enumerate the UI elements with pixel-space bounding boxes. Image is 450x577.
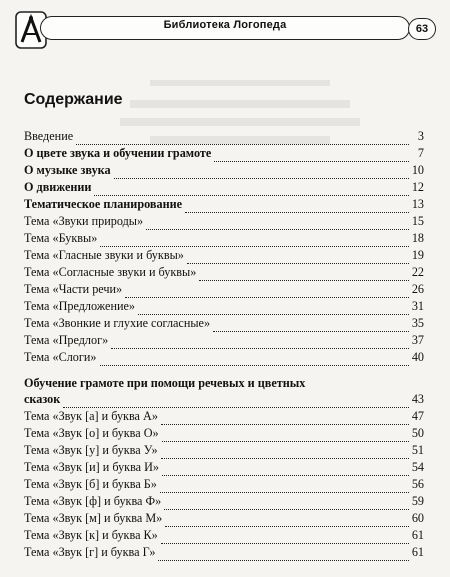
- toc-row: [24, 298, 424, 315]
- toc-dot-leader: [125, 285, 409, 298]
- toc-entry-text: Тема «Предложение»: [24, 299, 136, 313]
- toc-page-number: 47: [411, 409, 424, 423]
- toc-page-number: 60: [411, 511, 424, 525]
- series-title: Библиотека Логопеда: [163, 19, 287, 31]
- toc-entry-text: Тема «Звонкие и глухие согласные»: [24, 316, 211, 330]
- toc-entry-text: Тема «Буквы»: [24, 231, 98, 245]
- toc-dot-leader: [161, 412, 409, 425]
- toc-dot-leader: [94, 183, 408, 196]
- page-header: [14, 10, 434, 50]
- toc-entry-text: сказок: [24, 392, 61, 406]
- toc-page-number: 40: [411, 350, 424, 364]
- toc-dot-leader: [164, 497, 409, 510]
- toc-page-number: 22: [411, 265, 424, 279]
- toc-dot-leader: [199, 268, 408, 281]
- page-number: 63: [408, 18, 436, 40]
- toc-dot-leader: [185, 200, 409, 213]
- table-of-contents: [24, 128, 424, 561]
- toc-dot-leader: [161, 531, 409, 544]
- toc-dot-leader: [161, 446, 409, 459]
- toc-dot-leader: [158, 548, 408, 561]
- toc-row: [24, 145, 424, 162]
- toc-row: [24, 391, 424, 408]
- toc-dot-leader: [214, 149, 409, 162]
- toc-page-number: 59: [411, 494, 424, 508]
- toc-entry-text: Тема «Звук [у] и буква У»: [24, 443, 158, 457]
- toc-group-2: [24, 408, 424, 561]
- toc-entry-text: Тема «Слоги»: [24, 350, 97, 364]
- toc-heading: Содержание: [24, 91, 123, 108]
- toc-entry-text: Тема «Звук [а] и буква А»: [24, 409, 158, 423]
- toc-row: [24, 408, 424, 425]
- toc-row: [24, 493, 424, 510]
- toc-row: [24, 510, 424, 527]
- header-title-bar: [40, 16, 410, 40]
- toc-row: [24, 349, 424, 366]
- toc-entry-text: Тема «Звуки природы»: [24, 214, 144, 228]
- toc-entry-text: Тема «Звук [ф] и буква Ф»: [24, 494, 162, 508]
- toc-row: [24, 196, 424, 213]
- toc-page-number: 15: [411, 214, 424, 228]
- toc-page-number: 61: [411, 545, 424, 559]
- toc-dot-leader: [100, 234, 408, 247]
- toc-entry-text: Тема «Согласные звуки и буквы»: [24, 265, 197, 279]
- toc-entry-text: Введение: [24, 129, 74, 143]
- toc-row: [24, 281, 424, 298]
- toc-page-number: 13: [411, 197, 424, 211]
- toc-entry-text: Тема «Звук [г] и буква Г»: [24, 545, 156, 559]
- toc-page-number: 10: [411, 163, 424, 177]
- toc-dot-leader: [76, 132, 409, 145]
- toc-page-number: 26: [411, 282, 424, 296]
- toc-dot-leader: [111, 336, 409, 349]
- toc-page-number: 61: [411, 528, 424, 542]
- toc-dot-leader: [138, 302, 409, 315]
- toc-row: [24, 476, 424, 493]
- toc-entry-text: О музыке звука: [24, 163, 111, 177]
- toc-row: [24, 527, 424, 544]
- toc-page-number: 3: [417, 129, 424, 143]
- toc-row: [24, 230, 424, 247]
- toc-entry-text: Тема «Предлог»: [24, 333, 109, 347]
- toc-page-number: 37: [411, 333, 424, 347]
- toc-row: [24, 247, 424, 264]
- toc-dot-leader: [187, 251, 409, 264]
- toc-row: [24, 213, 424, 230]
- toc-page-number: 7: [417, 146, 424, 160]
- toc-entry-text: О движении: [24, 180, 92, 194]
- toc-dot-leader: [162, 429, 409, 442]
- toc-page-number: 19: [411, 248, 424, 262]
- toc-dot-leader: [114, 166, 409, 179]
- toc-group-1: [24, 128, 424, 366]
- toc-page-number: 31: [411, 299, 424, 313]
- toc-dot-leader: [100, 353, 409, 366]
- toc-entry-text: Тема «Звук [к] и буква К»: [24, 528, 158, 542]
- toc-page-number: 12: [411, 180, 424, 194]
- toc-page-number: 56: [411, 477, 424, 491]
- toc-dot-leader: [160, 480, 409, 493]
- toc-entry-text: Тема «Гласные звуки и буквы»: [24, 248, 184, 262]
- toc-page-number: 54: [411, 460, 424, 474]
- toc-row: [24, 442, 424, 459]
- toc-entry-text: Тема «Звук [о] и буква О»: [24, 426, 159, 440]
- toc-row: [24, 332, 424, 349]
- toc-dot-leader: [63, 395, 409, 408]
- toc-row: [24, 459, 424, 476]
- toc-section-line: Обучение грамоте при помощи речевых и цветных: [24, 376, 306, 390]
- toc-entry-text: Тема «Звук [и] и буква И»: [24, 460, 160, 474]
- toc-page-number: 43: [411, 392, 424, 406]
- toc-dot-leader: [146, 217, 409, 230]
- toc-dot-leader: [213, 319, 409, 332]
- toc-row: [24, 128, 424, 145]
- toc-row: [24, 264, 424, 281]
- toc-entry-text: Тема «Части речи»: [24, 282, 123, 296]
- toc-entry-text: Тематическое планирование: [24, 197, 183, 211]
- toc-entry-text: Тема «Звук [б] и буква Б»: [24, 477, 157, 491]
- toc-page-number: 18: [411, 231, 424, 245]
- toc-row: [24, 179, 424, 196]
- toc-entry-text: Тема «Звук [м] и буква М»: [24, 511, 163, 525]
- toc-page-number: 51: [411, 443, 424, 457]
- toc-dot-leader: [165, 514, 409, 527]
- toc-page-number: 50: [411, 426, 424, 440]
- toc-row: [24, 544, 424, 561]
- toc-page-number: 35: [411, 316, 424, 330]
- toc-entry-text: О цвете звука и обучении грамоте: [24, 146, 212, 160]
- toc-row: [24, 162, 424, 179]
- toc-section-fairy-tales: [24, 376, 424, 408]
- toc-dot-leader: [162, 463, 409, 476]
- toc-row: [24, 315, 424, 332]
- toc-row: [24, 425, 424, 442]
